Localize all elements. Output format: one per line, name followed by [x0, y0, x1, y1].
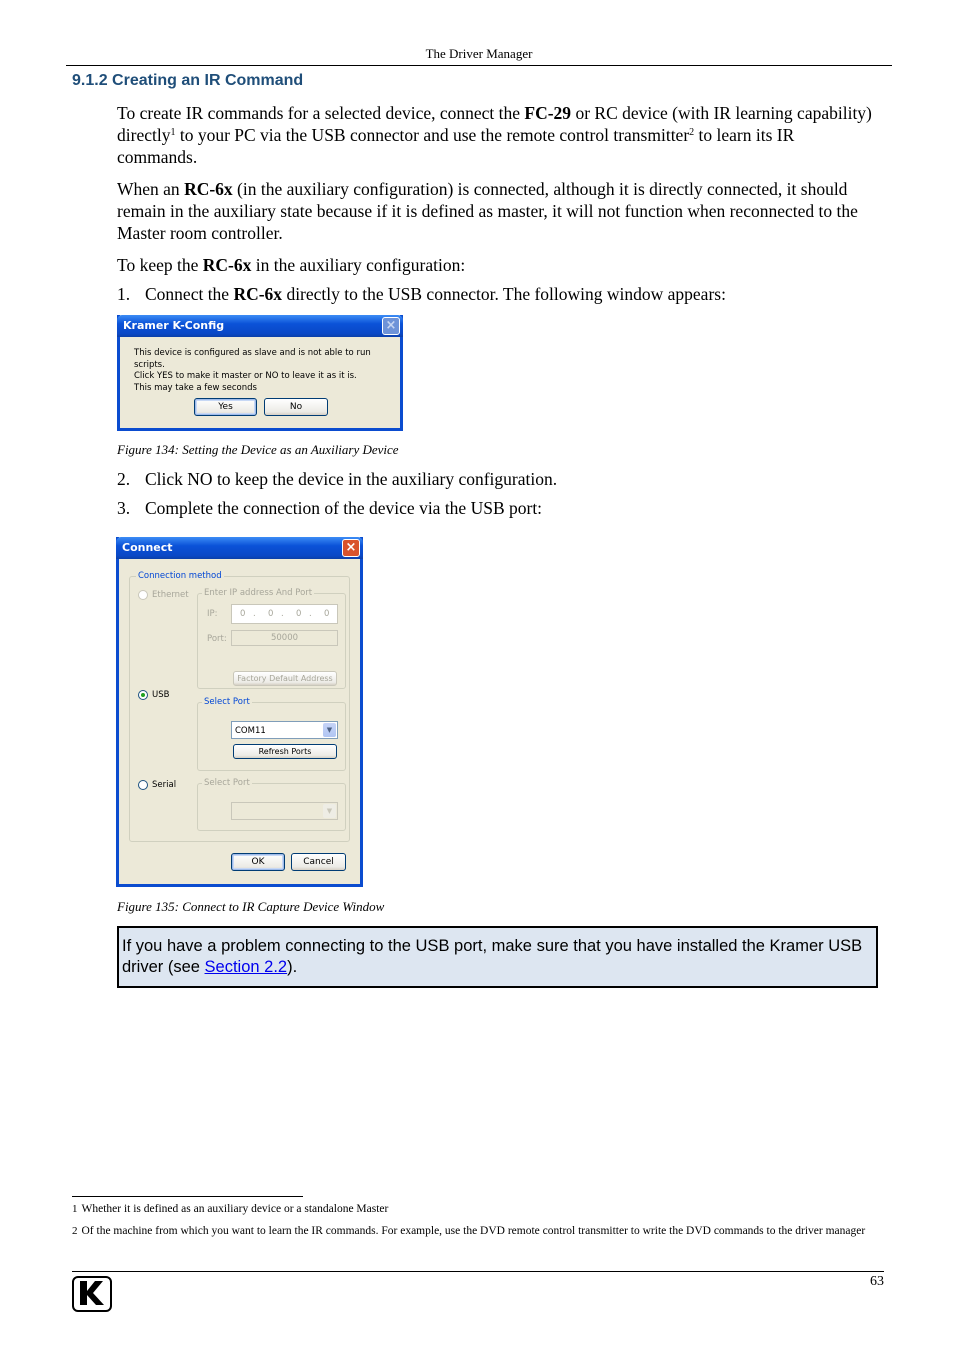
figure-134-caption: Figure 134: Setting the Device as an Auxiliary Device — [117, 442, 399, 457]
kramer-logo-icon — [72, 1276, 112, 1312]
ok-button[interactable]: OK — [231, 853, 285, 871]
section-link[interactable]: Section 2.2 — [204, 958, 288, 976]
usb-label: USB — [152, 690, 170, 700]
intro-paragraph-2: When an RC-6x (in the auxiliary configuration) is connected, although it is directly connected, it should remain in the auxiliary state because if it is defined as master, it will not function when reconnected to the Master room controller. — [117, 179, 858, 243]
header-rule — [66, 65, 892, 66]
section-heading — [72, 72, 303, 90]
port-label: Port: — [207, 634, 227, 644]
kconfig-title-bar — [117, 315, 403, 337]
note-box: If you have a problem connecting to the USB port, make sure that you have installed the Kramer USB driver (see Section 2.2). — [117, 926, 878, 988]
footnote-ref-1: 1 — [170, 127, 176, 138]
serial-select-port-label: Select Port — [204, 778, 250, 788]
page-number: 63 — [870, 1274, 884, 1289]
select-port-group — [197, 697, 346, 771]
com-port-select[interactable]: COM11 ▼ — [231, 721, 338, 739]
connection-method-label: Connection method — [138, 571, 222, 581]
footnote-ref-2: 2 — [689, 127, 695, 138]
ethernet-radio[interactable] — [138, 590, 148, 600]
cancel-button[interactable]: Cancel — [291, 853, 346, 871]
port-field[interactable]: 50000 — [231, 630, 338, 646]
kconfig-message: This device is configured as slave and is not able to run scripts. Click YES to make it master or NO to leave it as it is. This may take a few seconds — [134, 348, 371, 393]
kconfig-title: Kramer K-Config — [123, 319, 225, 332]
ethernet-label: Ethernet — [152, 590, 189, 600]
intro-paragraph-3: To keep the RC-6x in the auxiliary configuration: — [117, 255, 466, 275]
refresh-ports-button[interactable]: Refresh Ports — [233, 744, 337, 759]
intro-paragraph-1: To create IR commands for a selected device, connect the FC-29 or RC device (with IR learning capability) directly$^1$ to your PC via the USB connector and use the remote control transmitter$^2$ to learn its IR commands. — [117, 103, 872, 167]
enter-ip-label: Enter IP address And Port — [204, 588, 313, 598]
section-number: 9.1.2 — [72, 72, 108, 89]
serial-radio[interactable] — [138, 780, 148, 790]
serial-port-select[interactable] — [231, 802, 338, 820]
step-1: 1. Connect the RC-6x directly to the USB connector. The following window appears: — [117, 284, 726, 304]
running-header: The Driver Manager — [425, 46, 533, 61]
serial-select-port-group — [197, 778, 346, 831]
footnote-rule — [72, 1196, 303, 1197]
close-icon[interactable]: × — [382, 317, 400, 335]
connect-dialog — [116, 537, 363, 887]
chevron-down-icon[interactable]: ▼ — [323, 804, 336, 818]
step-3: 3. Complete the connection of the device via the USB port: — [117, 498, 543, 518]
serial-label: Serial — [152, 780, 177, 790]
connect-title-bar — [116, 537, 363, 559]
step-2: 2. Click NO to keep the device in the auxiliary configuration. — [117, 469, 558, 489]
close-icon[interactable]: × — [342, 539, 360, 557]
footnote-2: 2 Of the machine from which you want to learn the IR commands. For example, use the DVD remote control transmitter to write the DVD commands to the driver manager — [72, 1225, 866, 1237]
connect-title: Connect — [122, 541, 173, 554]
yes-button[interactable]: Yes — [194, 398, 257, 416]
usb-radio[interactable] — [138, 690, 148, 700]
ip-port-group — [197, 588, 346, 689]
fc29-bold: FC-29 — [524, 103, 572, 123]
footer-rule — [72, 1271, 884, 1272]
kramer-logo — [72, 1276, 112, 1312]
ip-label: IP: — [207, 609, 218, 619]
select-port-label: Select Port — [204, 697, 250, 707]
no-button[interactable]: No — [264, 398, 328, 416]
chevron-down-icon[interactable]: ▼ — [323, 723, 336, 737]
factory-default-button[interactable]: Factory Default Address — [233, 671, 337, 686]
footnote-1: 1 Whether it is defined as an auxiliary device or a standalone Master — [72, 1203, 389, 1215]
kconfig-dialog — [117, 315, 403, 431]
ip-address-field[interactable]: 0 . 0 . 0 . 0 — [231, 604, 338, 624]
section-title: Creating an IR Command — [112, 72, 304, 89]
figure-135-caption: Figure 135: Connect to IR Capture Device Window — [117, 899, 385, 914]
connection-method-group — [129, 571, 350, 842]
